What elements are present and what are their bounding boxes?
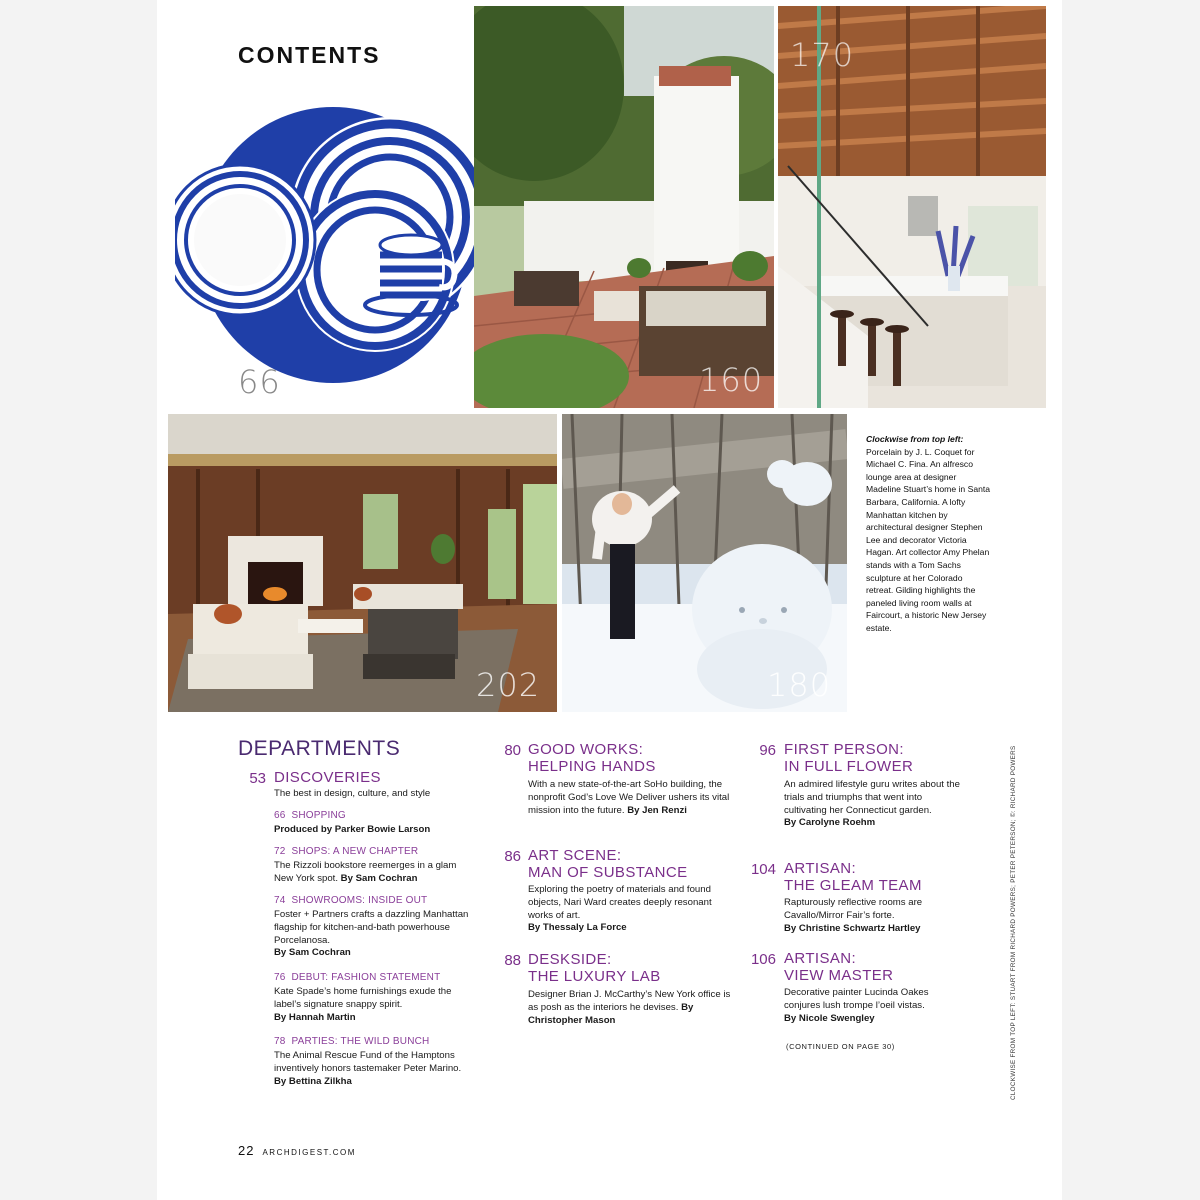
sub-entry-body: Foster + Partners crafts a dazzling Manhattan flagship for kitchen-and-bath powerhouse Porcelanosa. By Sam Cochran bbox=[274, 909, 469, 959]
entry-title[interactable]: DISCOVERIES bbox=[274, 769, 381, 786]
page-number-160: 160 bbox=[699, 361, 764, 399]
sub-entry-label: SHOWROOMS: INSIDE OUT bbox=[291, 895, 428, 906]
sub-entry-title[interactable] bbox=[274, 810, 346, 821]
entry-title[interactable]: FIRST PERSON: IN FULL FLOWER bbox=[784, 741, 914, 775]
page-number-170: 170 bbox=[790, 36, 855, 74]
entry-description: The best in design, culture, and style bbox=[274, 788, 431, 799]
page-number-66: 66 bbox=[238, 363, 281, 401]
entry-title[interactable]: ARTISAN: THE GLEAM TEAM bbox=[784, 860, 922, 894]
entry-title[interactable]: ARTISAN: VIEW MASTER bbox=[784, 950, 894, 984]
site-url[interactable]: ARCHDIGEST.COM bbox=[262, 1148, 356, 1157]
sub-entry-label: SHOPPING bbox=[291, 810, 346, 821]
sub-entry-number: 76 bbox=[274, 972, 286, 983]
sub-entry-label: DEBUT: FASHION STATEMENT bbox=[291, 972, 441, 983]
folio: 22 bbox=[238, 1143, 255, 1158]
sub-entry-body: The Rizzoli bookstore reemerges in a glam New York spot. By Sam Cochran bbox=[274, 860, 457, 884]
entry-body: An admired lifestyle guru writes about the trials and triumphs that went into cultivating her Connecticut garden. By Carolyne Roehm bbox=[784, 779, 960, 829]
sub-entry-title[interactable] bbox=[274, 895, 427, 906]
entry-title[interactable]: GOOD WORKS: HELPING HANDS bbox=[528, 741, 656, 775]
sub-entry-body: Kate Spade’s home furnishings exude the label’s signature snappy spirit. By Hannah Martin bbox=[274, 986, 452, 1023]
sub-entry-title[interactable] bbox=[274, 1036, 429, 1047]
entry-number: 80 bbox=[504, 742, 521, 759]
caption-text: Porcelain by J. L. Coquet for Michael C. Fina. An alfresco lounge area at designer Madeline Stuart’s home in Santa Barbara, California. A lofty Manhattan kitchen by architectural designer Stephen Lee and decorator Victoria Hagan. Art collector Amy Phelan stands with a Tom Sachs sculpture at her Colorado retreat. Gilding highlights the paneled living room walls at Faircourt, a historic New Jersey estate. bbox=[866, 446, 991, 633]
photo-caption bbox=[866, 433, 992, 635]
sub-entry-byline: Produced by Parker Bowie Larson bbox=[274, 824, 431, 835]
entry-number: 88 bbox=[504, 952, 521, 969]
entry-number: 96 bbox=[759, 742, 776, 759]
entry-body: Decorative painter Lucinda Oakes conjures lush trompe l’oeil vistas. By Nicole Swengley bbox=[784, 987, 929, 1024]
porcelain-illustration bbox=[175, 95, 475, 405]
sub-entry-title[interactable] bbox=[274, 972, 440, 983]
entry-number: 53 bbox=[249, 770, 266, 787]
page-title: CONTENTS bbox=[238, 42, 381, 68]
entry-body: With a new state-of-the-art SoHo building, the nonprofit God’s Love We Deliver ushers its vital mission into the future. By Jen Renzi bbox=[528, 779, 730, 816]
entry-number: 86 bbox=[504, 848, 521, 865]
photo-credit: CLOCKWISE FROM TOP LEFT: STUART FROM RICHARD POWERS; PETER PETERSON; ©: RICHARD POWERS bbox=[1010, 745, 1017, 1100]
page-footer bbox=[238, 1143, 356, 1158]
sub-entry-number: 74 bbox=[274, 895, 286, 906]
sub-entry-title[interactable] bbox=[274, 846, 418, 857]
page-number-202: 202 bbox=[476, 666, 541, 704]
continued-note[interactable]: (CONTINUED ON PAGE 30) bbox=[786, 1042, 895, 1051]
entry-number: 104 bbox=[750, 861, 776, 878]
entry-body: Designer Brian J. McCarthy’s New York office is as posh as the interiors he devises. By Christopher Mason bbox=[528, 989, 731, 1026]
photo-snow-sculpture bbox=[562, 414, 847, 712]
entry-title[interactable]: DESKSIDE: THE LUXURY LAB bbox=[528, 951, 661, 985]
sub-entry-number: 78 bbox=[274, 1036, 286, 1047]
sub-entry-label: PARTIES: THE WILD BUNCH bbox=[291, 1036, 430, 1047]
page-number-180: 180 bbox=[767, 666, 832, 704]
entry-title[interactable]: ART SCENE: MAN OF SUBSTANCE bbox=[528, 847, 688, 881]
sub-entry-label: SHOPS: A NEW CHAPTER bbox=[291, 846, 419, 857]
entry-body: Rapturously reflective rooms are Cavallo/Mirror Fair’s forte. By Christine Schwartz Hartley bbox=[784, 897, 923, 934]
photo-porcelain bbox=[175, 95, 475, 405]
photo-living-room bbox=[168, 414, 557, 712]
sub-entry-number: 72 bbox=[274, 846, 286, 857]
photo-kitchen bbox=[778, 6, 1046, 408]
entry-number: 106 bbox=[750, 951, 776, 968]
entry-body: Exploring the poetry of materials and found objects, Nari Ward creates deeply resonant works of art. By Thessaly La Force bbox=[528, 884, 712, 934]
patio-illustration bbox=[474, 6, 774, 408]
photo-patio bbox=[474, 6, 774, 408]
sub-entry-body: The Animal Rescue Fund of the Hamptons inventively honors tastemaker Peter Marino. By Bettina Zilkha bbox=[274, 1050, 462, 1087]
caption-lead: Clockwise from top left: bbox=[866, 434, 964, 444]
departments-heading: DEPARTMENTS bbox=[238, 737, 401, 760]
sub-entry-number: 66 bbox=[274, 810, 286, 821]
